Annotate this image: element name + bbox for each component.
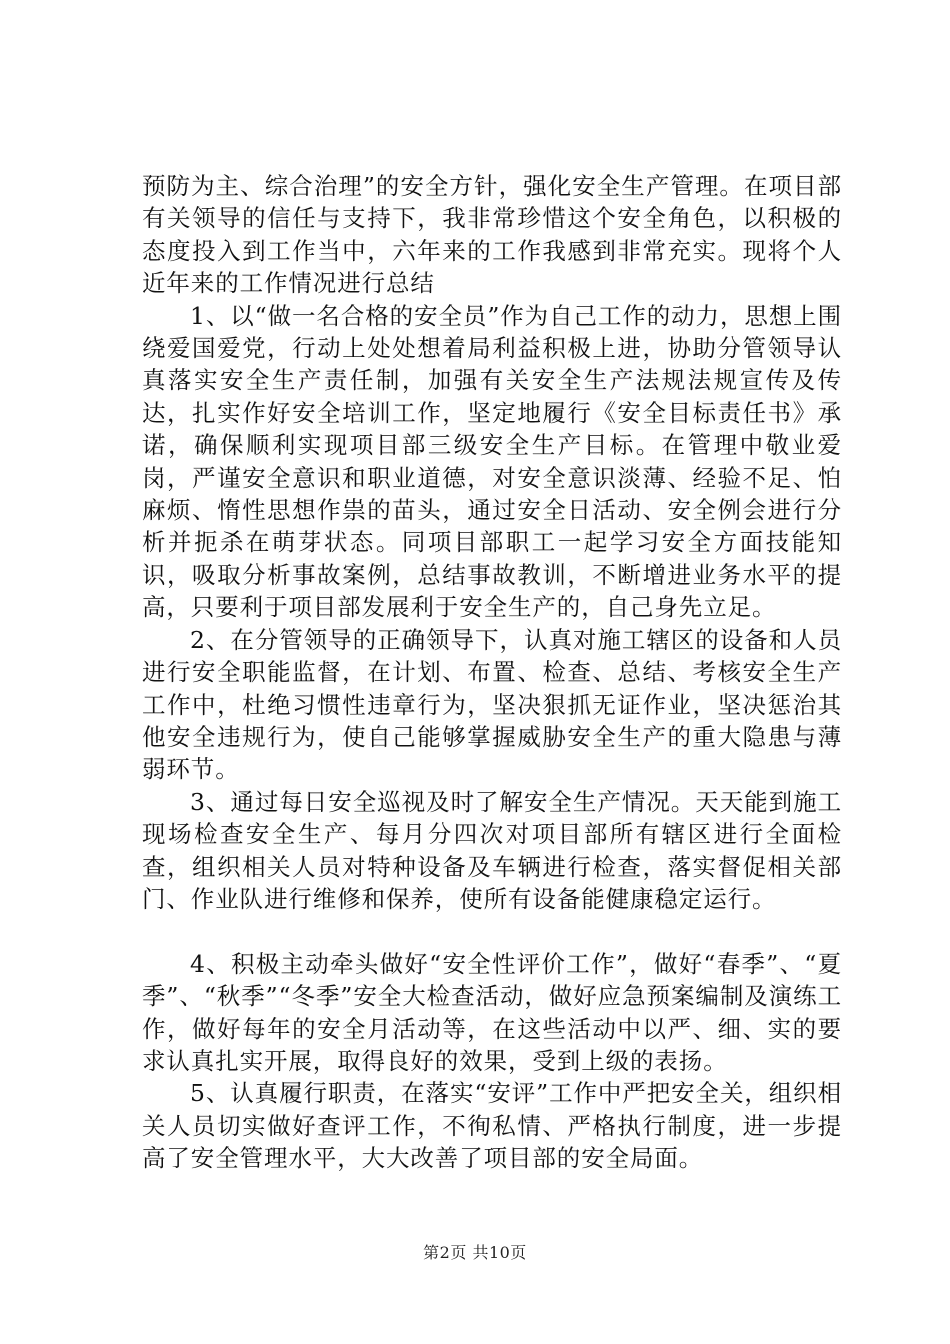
document-body <box>142 170 842 1175</box>
paragraph-item-4: 4、积极主动牵头做好“安全性评价工作”，做好“春季”、“夏季”、“秋季”“冬季”安全大检查活动，做好应急预案编制及演练工作，做好每年的安全月活动等，在这些活动中以严、细、实的要求认真扎实开展，取得良好的效果，受到上级的表扬。 <box>142 949 842 1075</box>
page-number-footer: 第2页 共10页 <box>423 1243 527 1262</box>
paragraph-item-2: 2、在分管领导的正确领导下，认真对施工辖区的设备和人员进行安全职能监督，在计划、布置、检查、总结、考核安全生产工作中，杜绝习惯性违章行为，坚决狠抓无证作业，坚决惩治其他安全违规行为，使自己能够掌握威胁安全生产的重大隐患与薄弱环节。 <box>142 625 842 784</box>
intro-paragraph: 预防为主、综合治理”的安全方针，强化安全生产管理。在项目部有关领导的信任与支持下，我非常珍惜这个安全角色，以积极的态度投入到工作当中，六年来的工作我感到非常充实。现将个人近年来的工作情况进行总结 <box>142 172 842 298</box>
paragraph-gap <box>142 915 842 947</box>
paragraph-item-1: 1、以“做一名合格的安全员”作为自己工作的动力，思想上围绕爱国爱党，行动上处处想着局利益积极上进，协助分管领导认真落实安全生产责任制，加强有关安全生产法规法规宣传及传达，扎实作好安全培训工作，坚定地履行《安全目标责任书》承诺，确保顺利实现项目部三级安全生产目标。在管理中敬业爱岗，严谨安全意识和职业道德，对安全意识淡薄、经验不足、怕麻烦、惰性思想作祟的苗头，通过安全日活动、安全例会进行分析并扼杀在萌芽状态。同项目部职工一起学习安全方面技能知识，吸取分析事故案例，总结事故教训，不断增进业务水平的提高，只要利于项目部发展利于安全生产的，自己身先立足。 <box>142 301 842 622</box>
paragraph-item-3: 3、通过每日安全巡视及时了解安全生产情况。天天能到施工现场检查安全生产、每月分四次对项目部所有辖区进行全面检查，组织相关人员对特种设备及车辆进行检查，落实督促相关部门、作业队进行维修和保养，使所有设备能健康稳定运行。 <box>142 787 842 913</box>
paragraph-item-5: 5、认真履行职责，在落实“安评”工作中严把安全关，组织相关人员切实做好查评工作，不徇私情、严格执行制度，进一步提高了安全管理水平，大大改善了项目部的安全局面。 <box>142 1079 842 1173</box>
